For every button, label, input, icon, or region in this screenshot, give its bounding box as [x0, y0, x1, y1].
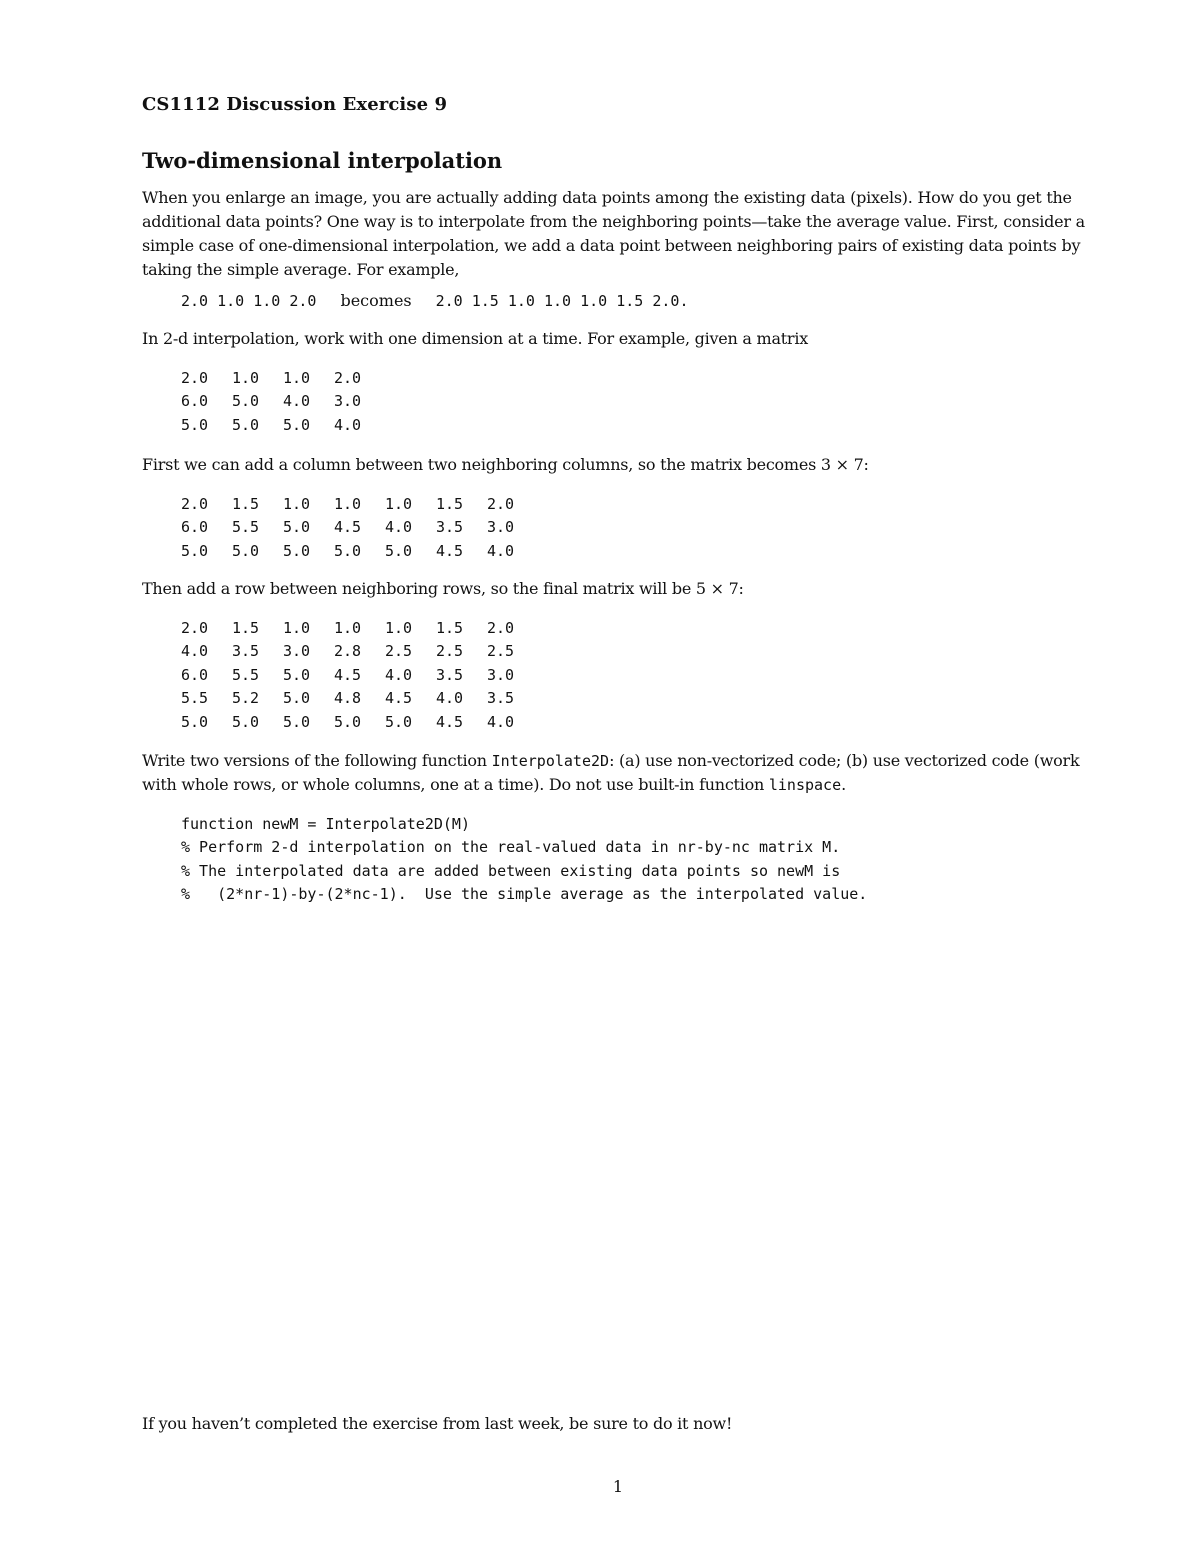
matrix-cell: 2.5 — [385, 642, 413, 661]
matrix-final — [181, 616, 538, 733]
matrix-cell: 4.0 — [334, 415, 362, 434]
matrix-cell: 5.0 — [181, 541, 209, 560]
matrix-cell: 2.0 — [181, 619, 209, 637]
matrix-cell: 5.0 — [283, 415, 311, 434]
matrix-row — [181, 515, 538, 538]
matrix-cell: 4.0 — [436, 689, 464, 708]
matrix-cell: 4.0 — [487, 712, 515, 731]
matrix-cell: 4.0 — [283, 392, 311, 411]
matrix-cell: 1.0 — [334, 619, 362, 637]
matrix-row — [181, 663, 538, 686]
matrix-cell: 1.0 — [283, 369, 311, 387]
matrix-cell: 4.0 — [385, 518, 413, 537]
matrix-cell: 5.0 — [283, 541, 311, 560]
matrix-cell: 2.0 — [334, 369, 362, 387]
matrix-cell: 5.0 — [232, 712, 260, 731]
matrix-cell: 5.0 — [283, 689, 311, 708]
matrix-cell: 4.5 — [436, 541, 464, 560]
matrix-cell: 5.0 — [334, 712, 362, 731]
matrix-row — [181, 366, 385, 389]
matrix-cell: 2.0 — [487, 619, 515, 637]
matrix-row — [181, 389, 385, 412]
matrix-columns-added — [181, 492, 538, 562]
matrix-row — [181, 539, 538, 562]
matrix-cell: 2.8 — [334, 642, 362, 661]
matrix-cell: 5.0 — [334, 541, 362, 560]
matrix-cell: 3.0 — [487, 665, 515, 684]
matrix-cell: 4.8 — [334, 689, 362, 708]
matrix-row — [181, 492, 538, 515]
matrix-cell: 3.0 — [487, 518, 515, 537]
matrix-cell: 5.5 — [232, 518, 260, 537]
two-d-paragraph: In 2-d interpolation, work with one dimension at a time. For example, given a matrix — [142, 329, 808, 348]
matrix-cell: 1.0 — [232, 369, 260, 387]
matrix-cell: 5.0 — [232, 392, 260, 411]
matrix-cell: 5.0 — [181, 415, 209, 434]
section-title: Two-dimensional interpolation — [142, 148, 503, 173]
matrix-cell: 2.5 — [436, 642, 464, 661]
matrix-cell: 6.0 — [181, 392, 209, 411]
matrix-row — [181, 616, 538, 639]
matrix-cell: 3.5 — [487, 689, 515, 708]
matrix-cell: 2.0 — [181, 369, 209, 387]
matrix-cell: 3.5 — [436, 665, 464, 684]
matrix-cell: 5.0 — [283, 518, 311, 537]
matrix-cell: 4.5 — [385, 689, 413, 708]
document-title: CS1112 Discussion Exercise 9 — [142, 94, 448, 115]
code-line: % The interpolated data are added between existing data points so newM is — [181, 861, 841, 880]
page-number: 1 — [612, 1477, 624, 1496]
matrix-cell: 1.5 — [232, 495, 260, 513]
task-paragraph — [142, 749, 1102, 797]
one-d-example — [181, 291, 689, 310]
example-after: 2.0 1.5 1.0 1.0 1.0 1.5 2.0. — [435, 292, 689, 310]
matrix-cell: 6.0 — [181, 518, 209, 537]
example-becomes-word: becomes — [340, 291, 412, 310]
matrix-cell: 5.0 — [283, 712, 311, 731]
matrix-cell: 4.5 — [436, 712, 464, 731]
matrix-cell: 5.0 — [232, 541, 260, 560]
function-name: Interpolate2D — [491, 752, 610, 770]
matrix-cell: 3.5 — [436, 518, 464, 537]
matrix-cell: 4.5 — [334, 665, 362, 684]
matrix-original — [181, 366, 385, 436]
code-block — [181, 813, 867, 907]
code-line: function newM = Interpolate2D(M) — [181, 815, 470, 833]
matrix-row — [181, 413, 385, 436]
matrix-cell: 1.0 — [283, 619, 311, 637]
task-text-2: : (a) use non-vectorized code; (b) use vectorized code (work with whole rows, or whole columns, one at a time). Do not use built-in function — [142, 751, 1080, 794]
matrix-cell: 6.0 — [181, 665, 209, 684]
add-columns-paragraph: First we can add a column between two neighboring columns, so the matrix becomes 3 × 7: — [142, 455, 869, 474]
add-rows-paragraph: Then add a row between neighboring rows, so the final matrix will be 5 × 7: — [142, 579, 744, 598]
matrix-cell: 3.0 — [334, 392, 362, 411]
intro-paragraph: When you enlarge an image, you are actually adding data points among the existing data (pixels). How do you get the additional data points? One way is to interpolate from the neighboring points—take the average value. First, consider a simple case of one-dimensional interpolation, we add a data point between neighboring pairs of existing data points by taking the simple average. For example, — [142, 188, 1085, 279]
matrix-cell: 4.0 — [181, 642, 209, 661]
builtin-name: linspace — [768, 776, 842, 794]
matrix-row — [181, 710, 538, 733]
matrix-cell: 5.2 — [232, 689, 260, 708]
matrix-cell: 2.0 — [487, 495, 515, 513]
matrix-cell: 4.0 — [487, 541, 515, 560]
task-text-3: . — [841, 775, 846, 794]
matrix-cell: 1.0 — [385, 495, 413, 513]
matrix-cell: 1.5 — [436, 495, 464, 513]
matrix-cell: 1.0 — [283, 495, 311, 513]
matrix-cell: 2.5 — [487, 642, 515, 661]
matrix-cell: 5.5 — [232, 665, 260, 684]
code-line: % (2*nr-1)-by-(2*nc-1). Use the simple average as the interpolated value. — [181, 885, 868, 904]
matrix-cell: 2.0 — [181, 495, 209, 513]
matrix-cell: 1.0 — [385, 619, 413, 637]
matrix-cell: 1.0 — [334, 495, 362, 513]
matrix-cell: 5.0 — [181, 712, 209, 731]
matrix-cell: 4.0 — [385, 665, 413, 684]
matrix-cell: 1.5 — [232, 619, 260, 637]
matrix-cell: 5.0 — [385, 712, 413, 731]
matrix-cell: 1.5 — [436, 619, 464, 637]
matrix-row — [181, 639, 538, 662]
matrix-row — [181, 686, 538, 709]
example-before: 2.0 1.0 1.0 2.0 — [181, 292, 317, 310]
matrix-cell: 5.0 — [232, 415, 260, 434]
matrix-cell: 5.0 — [385, 541, 413, 560]
matrix-cell: 3.0 — [283, 642, 311, 661]
task-text-1: Write two versions of the following function — [142, 751, 492, 770]
matrix-cell: 3.5 — [232, 642, 260, 661]
code-line: % Perform 2-d interpolation on the real-valued data in nr-by-nc matrix M. — [181, 838, 841, 857]
matrix-cell: 5.5 — [181, 689, 209, 708]
matrix-cell: 5.0 — [283, 665, 311, 684]
matrix-cell: 4.5 — [334, 518, 362, 537]
footer-note: If you haven’t completed the exercise from last week, be sure to do it now! — [142, 1414, 733, 1433]
